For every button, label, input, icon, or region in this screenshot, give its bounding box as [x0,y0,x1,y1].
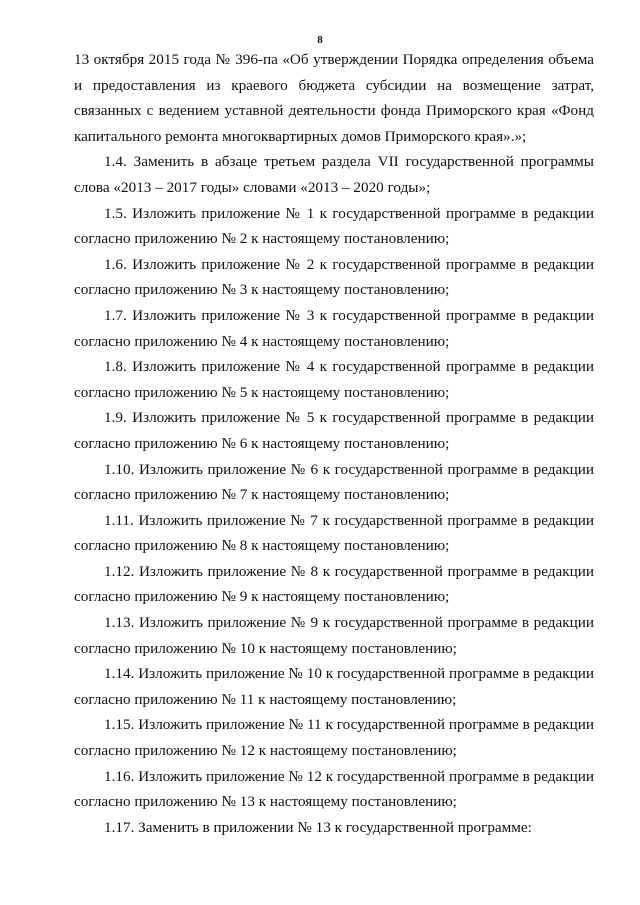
paragraph-1-16: 1.16. Изложить приложение № 12 к государственной программе в редакции согласно приложению № 13 к настоящему постановлению; [74,767,594,811]
paragraph-1-10: 1.10. Изложить приложение № 6 к государственной программе в редакции согласно приложению № 7 к настоящему постановлению; [74,460,594,504]
paragraph-continuation: 13 октября 2015 года № 396-па «Об утверждении Порядка определения объема и предоставления из краевого бюджета субсидии на возмещение затрат, связанных с ведением уставной деятельности фонда Приморского края «Фонд капитального ремонта многоквартирных домов Приморского края».»; [74,51,594,145]
paragraph-1-8: 1.8. Изложить приложение № 4 к государственной программе в редакции согласно приложению № 5 к настоящему постановлению; [74,358,594,401]
paragraph-1-9: 1.9. Изложить приложение № 5 к государственной программе в редакции согласно приложению № 6 к настоящему постановлению; [74,409,594,452]
paragraph-1-17: 1.17. Заменить в приложении № 13 к государственной программе: [104,818,532,836]
paragraph-1-11: 1.11. Изложить приложение № 7 к государственной программе в редакции согласно приложению № 8 к настоящему постановлению; [74,511,594,555]
page-number: 8 [317,34,323,46]
paragraph-1-13: 1.13. Изложить приложение № 9 к государственной программе в редакции согласно приложению № 10 к настоящему постановлению; [74,614,594,657]
paragraph-1-4: 1.4. Заменить в абзаце третьем раздела VII государственной программы слова «2013 – 2017 годы» словами «2013 – 2020 годы»; [74,153,594,196]
paragraph-1-12: 1.12. Изложить приложение № 8 к государственной программе в редакции согласно приложению № 9 к настоящему постановлению; [74,562,594,606]
paragraph-1-6: 1.6. Изложить приложение № 2 к государственной программе в редакции согласно приложению № 3 к настоящему постановлению; [74,255,594,299]
paragraph-1-7: 1.7. Изложить приложение № 3 к государственной программе в редакции согласно приложению № 4 к настоящему постановлению; [74,306,594,350]
paragraph-1-5: 1.5. Изложить приложение № 1 к государственной программе в редакции согласно приложению № 2 к настоящему постановлению; [74,204,594,248]
paragraph-1-14: 1.14. Изложить приложение № 10 к государственной программе в редакции согласно приложению № 11 к настоящему постановлению; [74,665,594,708]
document-body [74,47,594,840]
paragraph-1-15: 1.15. Изложить приложение № 11 к государственной программе в редакции согласно приложению № 12 к настоящему постановлению; [74,716,594,760]
